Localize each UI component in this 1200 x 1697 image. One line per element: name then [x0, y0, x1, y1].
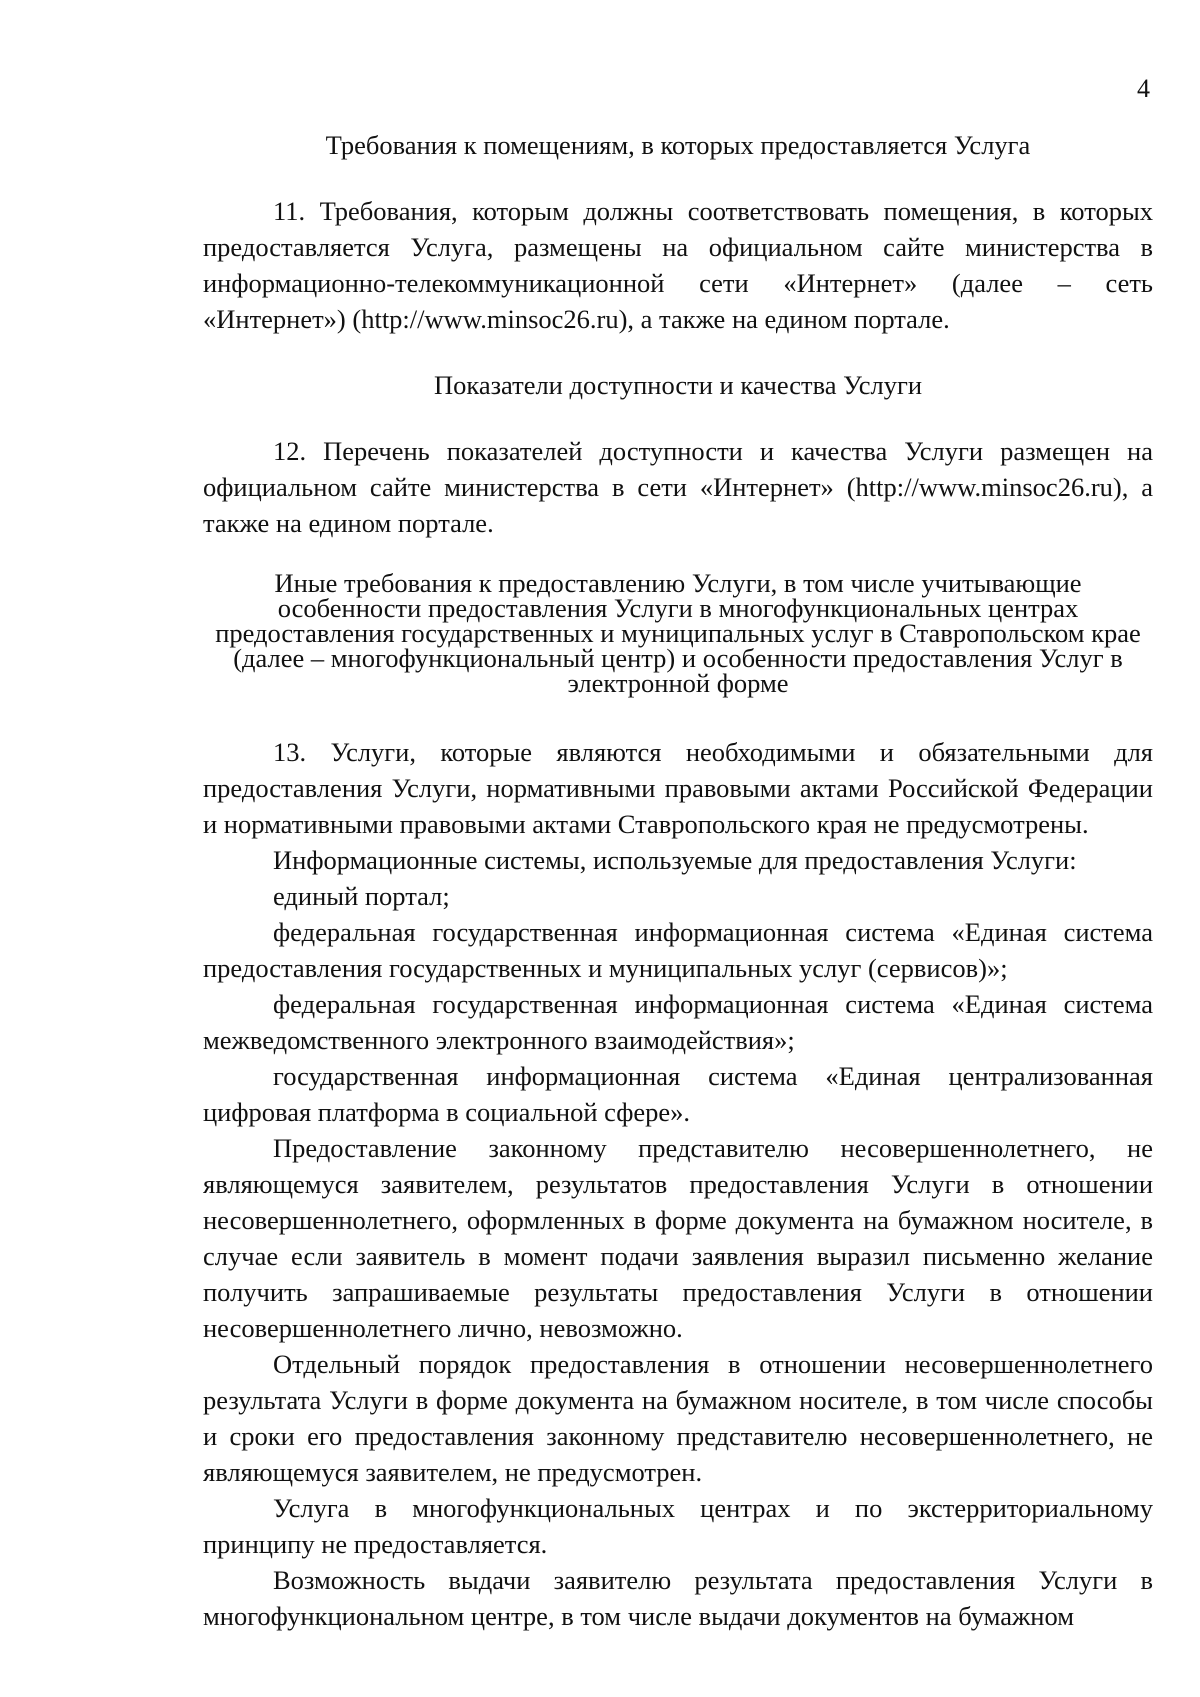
section-13-paragraph: федеральная государственная информационная система «Единая система межведомственного электронного взаимодействия»; [203, 989, 1153, 1055]
section-11-paragraph: 11. Требования, которым должны соответствовать помещения, в которых предоставляется Услуга, размещены на официальном сайте министерства в информационно-телекоммуникационной сети «Интернет» (далее – сеть «Интернет») (http://www.minsoc26.ru), а также на едином портале. [203, 196, 1153, 334]
section-13-paragraph: Отдельный порядок предоставления в отношении несовершеннолетнего результата Услуги в форме документа на бумажном носителе, в том числе способы и сроки его предоставления законному представителю несовершеннолетнего, не являющемуся заявителем, не предусмотрен. [203, 1349, 1153, 1487]
section-11-heading: Требования к помещениям, в которых предоставляется Услуга [325, 130, 1031, 160]
section-13-paragraph: государственная информационная система «Единая централизованная цифровая платформа в социальной сфере». [203, 1061, 1153, 1127]
section-13-paragraph: Предоставление законному представителю несовершеннолетнего, не являющемуся заявителем, результатов предоставления Услуги в отношении несовершеннолетнего, оформленных в форме документа на бумажном носителе, в случае если заявитель в момент подачи заявления выразил письменно желание получить запрашиваемые результаты предоставления Услуги в отношении несовершеннолетнего лично, невозможно. [203, 1133, 1153, 1343]
section-13-paragraph: единый портал; [273, 881, 450, 911]
section-13-paragraph: Возможность выдачи заявителю результата предоставления Услуги в многофункциональном центре, в том числе выдачи документов на бумажном [203, 1565, 1153, 1631]
section-12-paragraph: 12. Перечень показателей доступности и качества Услуги размещен на официальном сайте министерства в сети «Интернет» (http://www.minsoc26.ru), а также на едином портале. [203, 436, 1153, 538]
page-number: 4 [1137, 74, 1150, 103]
section-13-paragraph: Информационные системы, используемые для предоставления Услуги: [273, 845, 1077, 875]
section-13-heading: Иные требования к предоставлению Услуги, в том числе учитывающие особенности предоставления Услуги в многофункциональных центрах предоставления государственных и муниципальных услуг в Ставропольском крае (далее – многофункциональный центр) и особенности предоставления Услуг в электронной форме [215, 568, 1141, 698]
section-13-paragraph: федеральная государственная информационная система «Единая система предоставления государственных и муниципальных услуг (сервисов)»; [203, 917, 1153, 983]
document-body [203, 127, 1153, 1634]
section-13-paragraph: Услуга в многофункциональных центрах и по экстерриториальному принципу не предоставляется. [203, 1493, 1153, 1559]
section-12-heading: Показатели доступности и качества Услуги [433, 370, 923, 400]
section-13-paragraph: 13. Услуги, которые являются необходимыми и обязательными для предоставления Услуги, нормативными правовыми актами Российской Федерации и нормативными правовыми актами Ставропольского края не предусмотрены. [203, 737, 1153, 839]
